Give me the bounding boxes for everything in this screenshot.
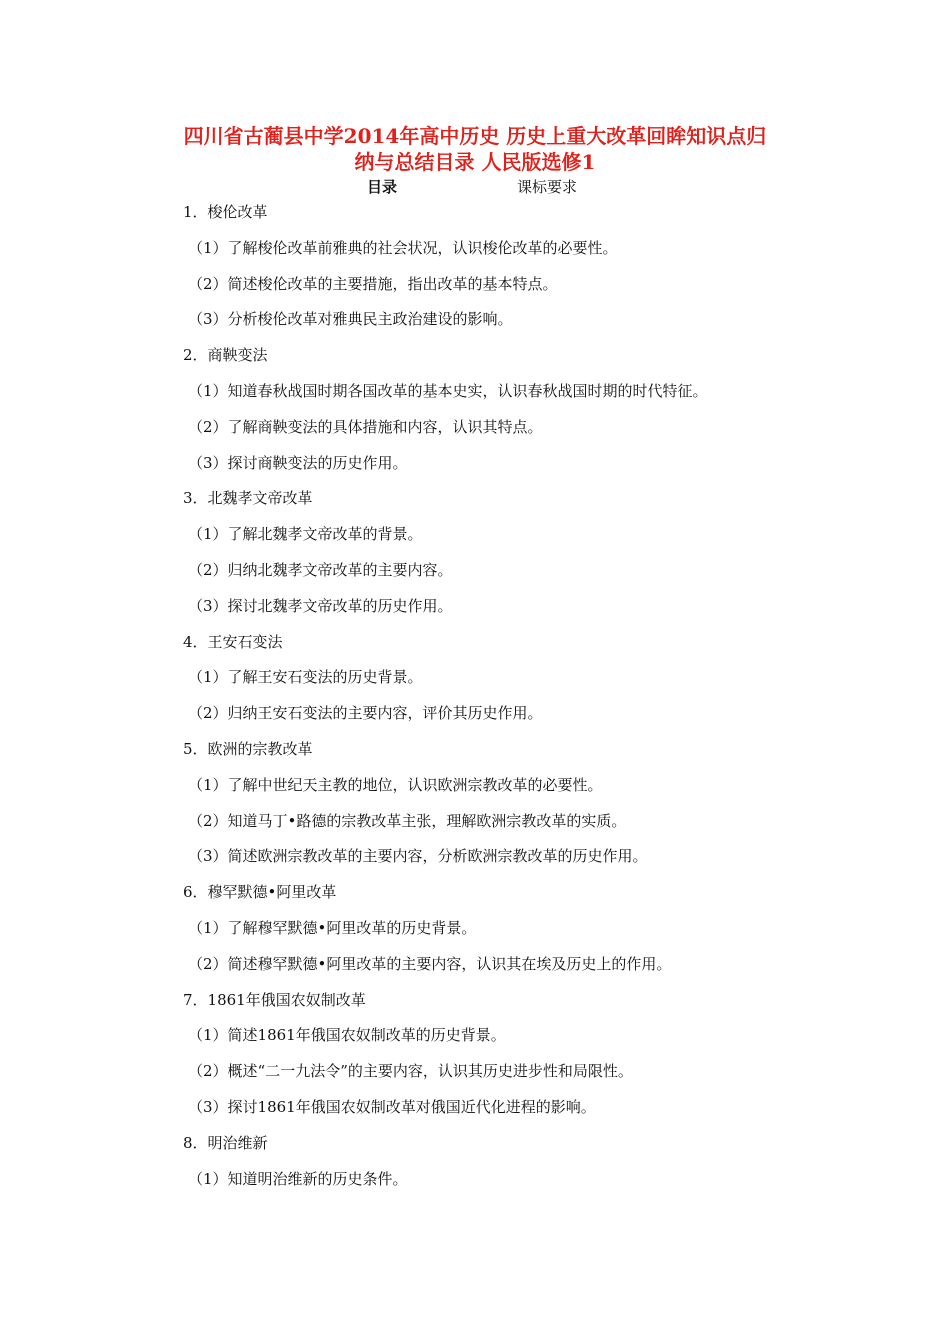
requirement-item: （1）了解梭伦改革前雅典的社会状况，认识梭伦改革的必要性。: [188, 239, 618, 257]
section-heading: 4．王安石变法: [183, 633, 283, 651]
section-heading: 8．明治维新: [183, 1134, 268, 1152]
requirement-item: （1）了解穆罕默德•阿里改革的历史背景。: [188, 919, 477, 937]
requirement-item: （2）归纳北魏孝文帝改革的主要内容。: [188, 561, 453, 579]
section-heading: 3．北魏孝文帝改革: [183, 489, 313, 507]
section-heading: 6．穆罕默德•阿里改革: [183, 883, 337, 901]
requirement-item: （2）简述梭伦改革的主要措施，指出改革的基本特点。: [188, 275, 558, 293]
requirement-item: （3）探讨商鞅变法的历史作用。: [188, 454, 408, 472]
requirement-item: （1）知道明治维新的历史条件。: [188, 1170, 408, 1188]
toc-label: 目录: [367, 178, 398, 196]
requirement-item: （3）简述欧洲宗教改革的主要内容，分析欧洲宗教改革的历史作用。: [188, 847, 648, 865]
document-title-line-2: 纳与总结目录 人民版选修1: [354, 150, 596, 174]
requirement-item: （2）概述“二一九法令”的主要内容，认识其历史进步性和局限性。: [188, 1062, 633, 1080]
requirement-item: （1）了解北魏孝文帝改革的背景。: [188, 525, 423, 543]
section-heading: 2．商鞅变法: [183, 346, 268, 364]
requirement-item: （1）简述1861年俄国农奴制改革的历史背景。: [188, 1026, 506, 1044]
requirement-item: （2）知道马丁•路德的宗教改革主张，理解欧洲宗教改革的实质。: [188, 812, 627, 830]
requirement-item: （1）了解中世纪天主教的地位，认识欧洲宗教改革的必要性。: [188, 776, 603, 794]
requirement-item: （3）探讨北魏孝文帝改革的历史作用。: [188, 597, 453, 615]
requirement-item: （2）简述穆罕默德•阿里改革的主要内容，认识其在埃及历史上的作用。: [188, 955, 672, 973]
requirement-item: （2）了解商鞅变法的具体措施和内容，认识其特点。: [188, 418, 543, 436]
requirement-item: （3）探讨1861年俄国农奴制改革对俄国近代化进程的影响。: [188, 1098, 596, 1116]
requirement-item: （3）分析梭伦改革对雅典民主政治建设的影响。: [188, 310, 513, 328]
requirements-label: 课标要求: [517, 178, 578, 196]
requirement-item: （1）知道春秋战国时期各国改革的基本史实，认识春秋战国时期的时代特征。: [188, 382, 708, 400]
section-heading: 5．欧洲的宗教改革: [183, 740, 313, 758]
requirement-item: （2）归纳王安石变法的主要内容，评价其历史作用。: [188, 704, 543, 722]
section-heading: 1．梭伦改革: [183, 203, 268, 221]
document-title-line-1: 四川省古蔺县中学2014年高中历史 历史上重大改革回眸知识点归: [183, 124, 767, 148]
requirement-item: （1）了解王安石变法的历史背景。: [188, 668, 423, 686]
section-heading: 7．1861年俄国农奴制改革: [183, 991, 366, 1009]
